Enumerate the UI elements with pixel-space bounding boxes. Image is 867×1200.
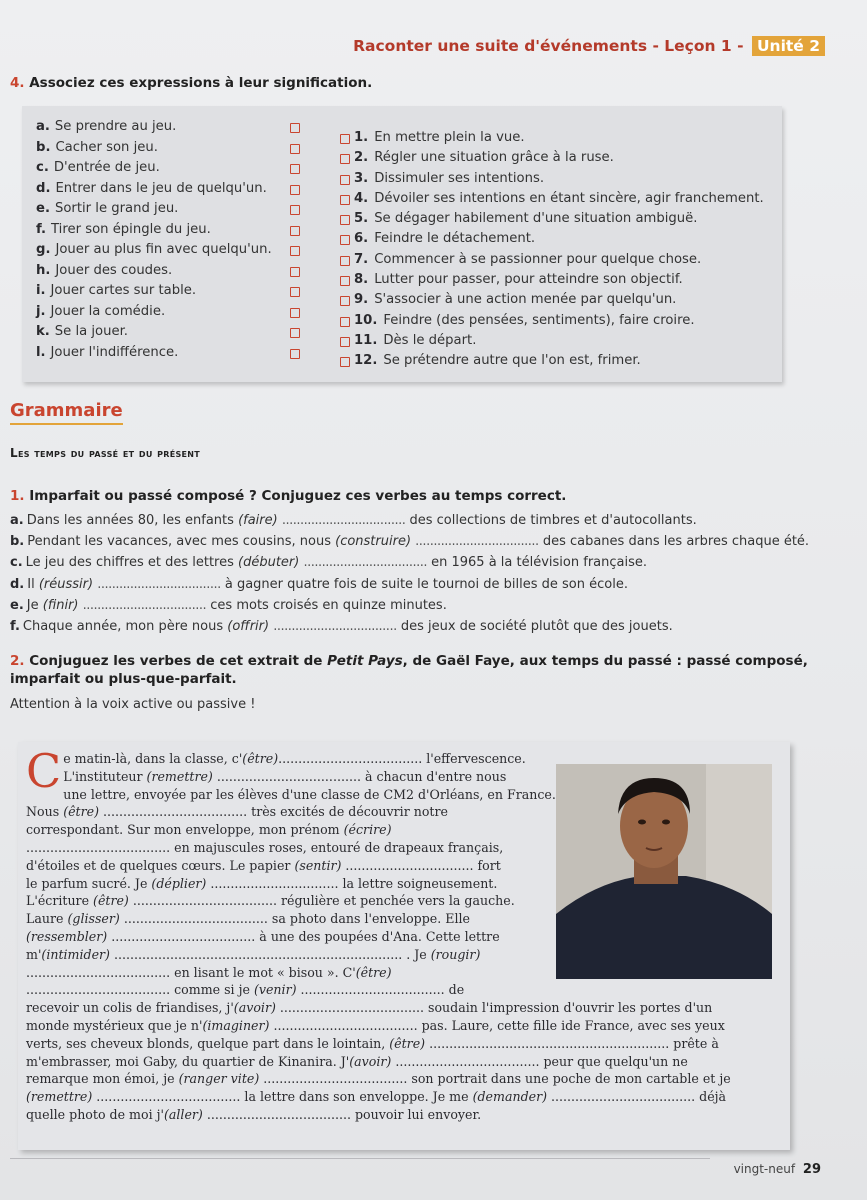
passage-segment: L'instituteur: [63, 768, 147, 784]
meaning-number: 1.: [354, 130, 369, 145]
meaning-content: [340, 191, 764, 206]
passage-line: [26, 928, 546, 946]
meaning-content: [340, 211, 697, 226]
expression-letter: d.: [36, 180, 51, 196]
passage-segment: .................................... la lettre dans son enveloppe. Je me: [92, 1089, 473, 1105]
passage-segment: .................................... à chacun d'entre nous: [212, 768, 507, 784]
item-letter: e.: [10, 597, 24, 613]
expression-letter: c.: [36, 160, 49, 175]
expression-text: Jouer l'indifférence.: [50, 344, 179, 360]
passage-segment: .................................... peur que quelqu'un ne: [391, 1053, 688, 1069]
meaning-item: [340, 169, 780, 189]
passage-verb: (imaginer): [202, 1017, 270, 1033]
expression-text: Jouer la comédie.: [50, 303, 166, 319]
item-verb: (réussir): [38, 576, 94, 592]
checkbox[interactable]: [340, 337, 350, 347]
item-after: des collections de timbres et d'autocollants.: [409, 513, 697, 528]
expression-item: [36, 220, 306, 241]
exercise-1-title: 1. Imparfait ou passé composé ? Conjuguez ces verbes au temps correct.: [10, 488, 567, 504]
passage-segment: ........................................................................ . Je: [109, 946, 431, 962]
passage-line: [26, 999, 766, 1017]
meaning-number: 8.: [354, 272, 369, 288]
passage-line: [26, 981, 766, 999]
meaning-number: 7.: [354, 251, 369, 267]
passage-line: [26, 839, 546, 857]
expression-item: [36, 158, 306, 179]
item-verb: (débuter): [238, 555, 300, 571]
passage-verb: (aller): [163, 1106, 203, 1122]
unit-badge: Unité 2: [752, 36, 825, 56]
passage-segment: .................................... en lisant le mot « bisou ». C': [26, 964, 356, 980]
exercise-1-item: [10, 574, 850, 595]
meaning-content: [340, 231, 535, 246]
meaning-content: [340, 171, 544, 186]
checkbox[interactable]: [290, 349, 300, 359]
meaning-item: [340, 189, 780, 209]
page-number: 29: [802, 1162, 821, 1177]
passage-segment: remarque mon émoi, je: [26, 1071, 179, 1087]
passage-verb: (demander): [472, 1089, 548, 1105]
passage-segment: .................................... l'effervescence.: [278, 751, 526, 766]
header-title: Raconter une suite d'événements - Leçon 1 -: [353, 37, 744, 55]
passage-segment: .................................... pouvoir lui envoyer.: [202, 1106, 482, 1122]
item-letter: f.: [10, 619, 20, 635]
meaning-content: [340, 252, 701, 267]
expression-text: Jouer des coudes.: [55, 262, 173, 278]
passage-verb: (être): [242, 751, 279, 766]
meaning-content: [340, 150, 614, 165]
passage-segment: .................................... pas. Laure, cette fille ide France, avec ses yeux: [269, 1017, 725, 1033]
checkbox[interactable]: [340, 134, 350, 144]
meaning-text: Commencer à se passionner pour quelque chose.: [374, 251, 702, 267]
passage-verb: (être): [389, 1035, 426, 1051]
passage-segment: le parfum sucré. Je: [26, 875, 152, 891]
passage-line: [26, 1088, 766, 1106]
meaning-content: [340, 130, 525, 145]
passage-segment: .................................... son portrait dans une poche de mon cartable et je: [259, 1071, 731, 1087]
passage-verb: (ranger vite): [178, 1071, 260, 1087]
meaning-text: Feindre le détachement.: [374, 231, 536, 247]
passage-line: [26, 946, 546, 964]
expressions-list: [36, 117, 306, 363]
passage-segment: L'écriture: [26, 893, 94, 909]
item-after: en 1965 à la télévision française.: [431, 555, 647, 571]
passage-segment: .................................... très excités de découvrir notre: [99, 804, 448, 820]
item-before: Je: [26, 597, 39, 613]
meaning-content: [340, 333, 476, 348]
passage-segment: ................................ la lettre soigneusement.: [206, 875, 498, 891]
checkbox[interactable]: [290, 144, 300, 154]
exercise-2-title: 2. Conjuguez les verbes de cet extrait de Petit Pays, de Gaël Faye, aux temps du passé : passé composé, imparfait ou plus-que-parfait.: [10, 653, 808, 687]
portrait-illustration: [556, 764, 772, 979]
meaning-number: 4.: [354, 190, 369, 206]
meaning-item: [340, 270, 780, 290]
footer-rule: [10, 1158, 710, 1159]
checkbox[interactable]: [290, 267, 300, 277]
passage-segment: monde mystérieux que je n': [26, 1017, 203, 1033]
meaning-number: 9.: [354, 292, 369, 308]
checkbox[interactable]: [340, 276, 350, 286]
checkbox[interactable]: [290, 164, 300, 174]
checkbox[interactable]: [290, 185, 300, 195]
expression-item: [36, 199, 306, 220]
expression-text: Tirer son épingle du jeu.: [51, 221, 211, 237]
meaning-item: [340, 311, 780, 331]
meaning-number: 2.: [354, 150, 369, 166]
passage-segment: .................................... déjà: [547, 1089, 727, 1105]
checkbox[interactable]: [340, 195, 350, 205]
exercise-1-item: [10, 616, 850, 637]
answer-blank[interactable]: ..................................: [82, 597, 207, 613]
expression-item: [36, 138, 306, 159]
meaning-item: [340, 290, 780, 310]
passage-line: [26, 1106, 766, 1124]
meaning-item: [340, 128, 780, 148]
item-after: ces mots croisés en quinze minutes.: [210, 597, 447, 613]
checkbox[interactable]: [290, 287, 300, 297]
passage-verb: (glisser): [67, 911, 120, 927]
checkbox[interactable]: [290, 123, 300, 133]
meaning-text: Se dégager habilement d'une situation ambiguë.: [374, 211, 698, 227]
expression-text: Se prendre au jeu.: [54, 119, 177, 134]
passage-line: [26, 910, 546, 928]
passage-line: [26, 857, 546, 875]
item-verb: (finir): [42, 597, 79, 613]
passage-segment: .................................... à une des poupées d'Ana. Cette lettre: [107, 928, 500, 944]
passage-verb: (avoir): [233, 1000, 276, 1016]
passage-verb: (ressembler): [26, 928, 108, 944]
expression-letter: e.: [36, 201, 50, 216]
meanings-list: [340, 128, 780, 372]
meaning-number: 5.: [354, 211, 369, 227]
expression-item: [36, 179, 306, 200]
book-title: Petit Pays: [327, 653, 403, 669]
meaning-text: Dévoiler ses intentions en étant sincère, agir franchement.: [374, 190, 764, 206]
passage-verb: (intimider): [41, 946, 110, 962]
passage-line: [26, 892, 546, 910]
meaning-number: 12.: [354, 353, 378, 369]
exercise-1-items: [10, 510, 850, 637]
passage-segment: Laure: [26, 911, 68, 927]
passage-line: [26, 803, 546, 821]
meaning-text: Lutter pour passer, pour atteindre son objectif.: [374, 272, 683, 288]
meaning-text: Se prétendre autre que l'on est, frimer.: [383, 353, 641, 369]
expression-item: [36, 281, 306, 302]
checkbox[interactable]: [340, 154, 350, 164]
passage-segment: e matin-là, dans la classe, c': [63, 751, 243, 766]
passage-line: [26, 1017, 766, 1035]
passage-line: [26, 964, 546, 982]
page-footer: [734, 1162, 821, 1177]
expression-text: Jouer au plus fin avec quelqu'un.: [55, 242, 272, 257]
page-header: [353, 36, 825, 56]
expression-item: [36, 261, 306, 282]
item-letter: a.: [10, 513, 24, 528]
passage-segment: Nous: [26, 804, 64, 820]
passage-line: [26, 1035, 766, 1053]
expression-letter: g.: [36, 242, 51, 257]
exercise-1-item: [10, 595, 850, 616]
passage-line: [26, 768, 546, 786]
meaning-item: [340, 351, 780, 371]
passage-segment: .................................... comme si je: [26, 982, 254, 998]
answer-blank[interactable]: ..................................: [97, 576, 221, 592]
checkbox[interactable]: [290, 308, 300, 318]
passage-segment: ............................................................ prête à: [425, 1035, 719, 1051]
passage-line: [26, 875, 546, 893]
passage-verb: (déplier): [151, 875, 207, 891]
expression-letter: i.: [36, 283, 46, 298]
meaning-text: Feindre (des pensées, sentiments), faire croire.: [383, 312, 695, 328]
passage-verb: (être): [93, 893, 129, 909]
meaning-text: En mettre plein la vue.: [374, 130, 525, 145]
passage-verb: (avoir): [349, 1053, 392, 1069]
checkbox[interactable]: [340, 175, 350, 185]
answer-blank[interactable]: ..................................: [303, 555, 427, 571]
exercise-1-item: [10, 531, 850, 552]
item-verb: (construire): [335, 534, 412, 550]
item-verb: (faire): [238, 513, 278, 528]
passage-verb: (rougir): [430, 946, 481, 962]
expression-text: Jouer cartes sur table.: [50, 283, 197, 298]
exercise-1-item: [10, 510, 850, 531]
passage-segment: .................................... soudain l'impression d'ouvrir les portes d'un: [275, 1000, 713, 1016]
meaning-number: 11.: [354, 332, 378, 348]
expression-item: [36, 117, 306, 138]
checkbox[interactable]: [340, 215, 350, 225]
meaning-text: S'associer à une action menée par quelqu'un.: [374, 292, 677, 308]
item-letter: d.: [10, 576, 25, 592]
expression-text: D'entrée de jeu.: [53, 160, 160, 175]
passage-segment: quelle photo de moi j': [26, 1106, 164, 1122]
passage-verb: (écrire): [343, 822, 392, 838]
meaning-content: [340, 353, 641, 368]
passage-segment: d'étoiles et de quelques cœurs. Le papier: [26, 857, 295, 873]
item-before: Chaque année, mon père nous: [22, 619, 224, 635]
section-title-grammaire: Grammaire: [10, 400, 123, 425]
passage-line: [26, 821, 546, 839]
passage-segment: une lettre, envoyée par les élèves d'une classe de CM2 d'Orléans, en France.: [63, 786, 556, 802]
item-before: Le jeu des chiffres et des lettres: [25, 555, 234, 571]
expression-letter: h.: [36, 262, 51, 278]
expression-item: [36, 343, 306, 364]
checkbox[interactable]: [290, 226, 300, 236]
subsection-title: Les temps du passé et du présent: [10, 446, 201, 460]
passage-line: [26, 1053, 766, 1071]
passage-segment: .................................... de: [296, 982, 465, 998]
meaning-text: Dès le départ.: [383, 332, 477, 348]
passage-verb: (être): [355, 964, 392, 980]
checkbox[interactable]: [340, 235, 350, 245]
meaning-number: 10.: [354, 312, 378, 328]
expression-text: Se la jouer.: [54, 324, 129, 339]
passage-verb: (sentir): [294, 857, 342, 873]
passage-segment: ................................ fort: [341, 857, 501, 873]
passage-segment: .................................... régulière et penchée vers la gauche.: [128, 893, 515, 909]
checkbox[interactable]: [290, 205, 300, 215]
page-word: vingt-neuf: [733, 1162, 796, 1176]
passage-segment: recevoir un colis de friandises, j': [26, 1000, 234, 1016]
meaning-text: Dissimuler ses intentions.: [374, 170, 545, 186]
checkbox[interactable]: [340, 256, 350, 266]
meaning-content: [340, 313, 695, 328]
passage-verb: (remettre): [146, 768, 213, 784]
answer-blank[interactable]: ..................................: [273, 619, 397, 635]
exercise-4-title: 4. Associez ces expressions à leur signification.: [10, 75, 373, 91]
checkbox[interactable]: [340, 357, 350, 367]
expression-item: [36, 240, 306, 261]
expression-letter: k.: [36, 324, 50, 339]
passage-segment: m': [26, 946, 42, 962]
answer-blank[interactable]: ..................................: [415, 534, 539, 550]
passage-line: [26, 786, 556, 804]
passage-verb: (remettre): [26, 1089, 93, 1105]
expression-letter: b.: [36, 139, 51, 155]
checkbox[interactable]: [340, 317, 350, 327]
meaning-item: [340, 148, 780, 168]
item-after: des jeux de société plutôt que des jouets.: [400, 619, 673, 635]
passage-verb: (venir): [253, 982, 297, 998]
item-before: Il: [27, 576, 35, 592]
item-letter: c.: [10, 555, 23, 571]
meaning-content: [340, 272, 683, 287]
answer-blank[interactable]: ..................................: [281, 513, 406, 528]
checkbox[interactable]: [290, 328, 300, 338]
expression-letter: j.: [36, 303, 46, 319]
item-before: Pendant les vacances, avec mes cousins, nous: [27, 534, 331, 550]
passage-line: [26, 750, 546, 768]
meaning-text: Régler une situation grâce à la ruse.: [374, 150, 614, 166]
passage-segment: .................................... sa photo dans l'enveloppe. Elle: [119, 911, 470, 927]
meaning-item: [340, 229, 780, 249]
expression-item: [36, 322, 306, 343]
passage-verb: (être): [63, 804, 100, 820]
item-after: des cabanes dans les arbres chaque été.: [542, 534, 810, 550]
meaning-number: 6.: [354, 231, 369, 247]
expression-letter: f.: [36, 221, 47, 237]
meaning-item: [340, 209, 780, 229]
item-verb: (offrir): [227, 619, 270, 635]
checkbox[interactable]: [340, 296, 350, 306]
expression-text: Sortir le grand jeu.: [54, 201, 179, 216]
meaning-content: [340, 292, 676, 307]
expression-text: Entrer dans le jeu de quelqu'un.: [55, 180, 267, 196]
item-before: Dans les années 80, les enfants: [26, 513, 234, 528]
checkbox[interactable]: [290, 246, 300, 256]
passage-segment: verts, ses cheveux blonds, quelque part dans le lointain,: [26, 1035, 390, 1051]
expression-text: Cacher son jeu.: [55, 139, 158, 155]
passage-segment: .................................... en majuscules roses, entouré de drapeaux français,: [26, 839, 504, 855]
expression-item: [36, 302, 306, 323]
drop-cap: C: [26, 744, 62, 798]
passage-segment: correspondant. Sur mon enveloppe, mon prénom: [26, 822, 344, 838]
expression-letter: a.: [36, 119, 50, 134]
meaning-number: 3.: [354, 170, 369, 186]
expression-letter: l.: [36, 344, 46, 360]
author-photo: [556, 764, 772, 979]
exercise-1-item: [10, 552, 850, 573]
passage-segment: m'embrasser, moi Gaby, du quartier de Kinanira. J': [26, 1053, 350, 1069]
passage-line: [26, 1070, 766, 1088]
meaning-item: [340, 331, 780, 351]
item-after: à gagner quatre fois de suite le tournoi de billes de son école.: [224, 576, 628, 592]
exercise-2-note: Attention à la voix active ou passive !: [10, 697, 256, 712]
meaning-item: [340, 250, 780, 270]
item-letter: b.: [10, 534, 25, 550]
